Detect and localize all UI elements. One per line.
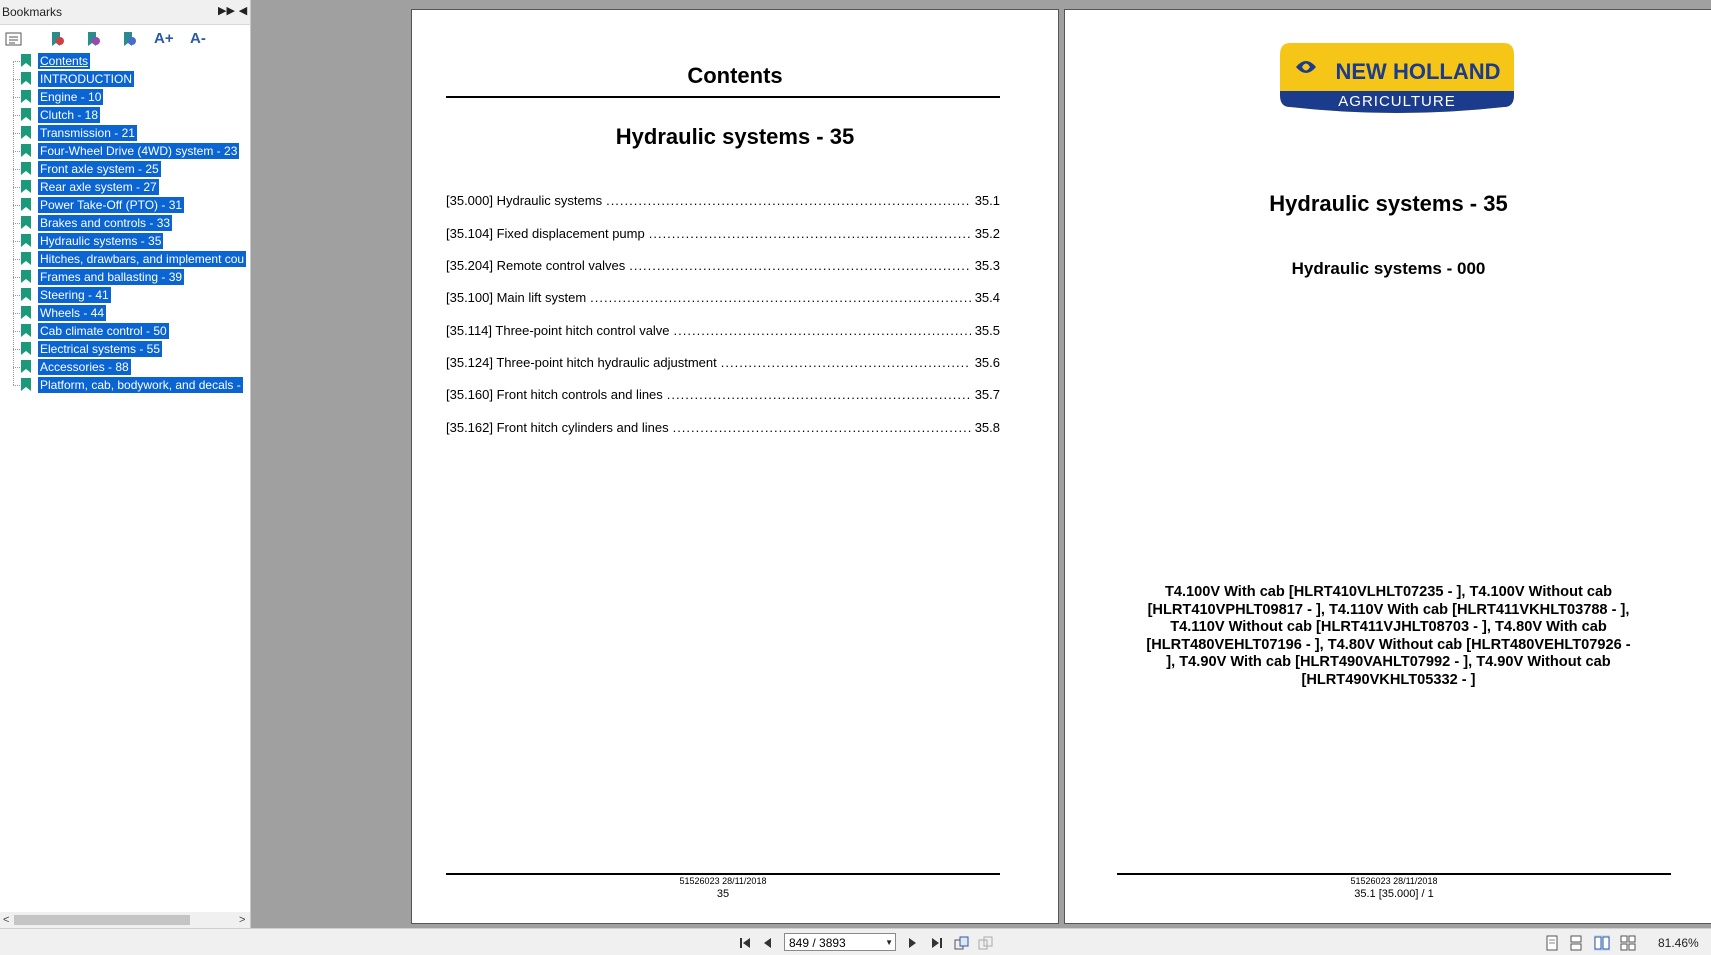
- bookmark-label: Clutch - 18: [40, 108, 99, 122]
- toc-leader-dots: [673, 420, 971, 435]
- bookmark-icon: [21, 324, 31, 337]
- toc-entry-page: 35.3: [974, 258, 1000, 273]
- continuous-page-icon[interactable]: [1568, 935, 1584, 951]
- logo-brand-text: NEW HOLLAND: [1335, 59, 1501, 84]
- applicable-models-text: T4.100V With cab [HLRT410VLHLT07235 - ], T4.100V Without cab [HLRT410VPHLT09817 - ], T4.110V With cab [HLRT411VKHLT03788 - ], T4.110V Without cab [HLRT411VJHLT08703 - ], T4.80V With cab [HLRT480VEHLT07196 - ], T4.80V Without cab [HLRT480VEHLT07926 - ], T4.90V With cab [HLRT490VAHLT07992 - ], T4.90V Without cab [HLRT490VKHLT05332 - ]: [1146, 584, 1631, 688]
- toc-entry-title: [35.124] Three-point hitch hydraulic adjustment: [446, 355, 717, 370]
- bookmark-icon: [21, 180, 31, 193]
- bookmark-label: Platform, cab, bodywork, and decals -: [40, 378, 241, 392]
- toc-entry-page: 35.7: [974, 387, 1000, 402]
- toc-entry-title: [35.000] Hydraulic systems: [446, 193, 603, 208]
- bookmarks-panel-header: [0, 0, 250, 25]
- toc-entry[interactable]: [446, 355, 1000, 371]
- chevron-down-icon[interactable]: ▼: [885, 938, 893, 947]
- toc-leader-dots: [674, 323, 971, 338]
- increase-text-size-icon[interactable]: A+: [154, 30, 174, 47]
- bookmark-item[interactable]: [0, 232, 250, 250]
- bookmark-options-icon[interactable]: [5, 30, 23, 48]
- footer-page-number: 35: [716, 888, 730, 900]
- scrollbar-thumb[interactable]: [14, 915, 190, 925]
- footer-page-number: 35.1 [35.000] / 1: [1354, 888, 1434, 900]
- previous-page-icon[interactable]: [760, 935, 776, 951]
- toc-leader-dots: [629, 258, 970, 273]
- bookmark-icon: [21, 144, 31, 157]
- bookmark-label: Transmission - 21: [40, 126, 135, 140]
- bookmark-item[interactable]: [0, 286, 250, 304]
- bookmark-item[interactable]: [0, 376, 250, 394]
- toc-entry-page: 35.5: [974, 323, 1000, 338]
- toc-entry-title: [35.104] Fixed displacement pump: [446, 226, 645, 241]
- bookmark-label: Cab climate control - 50: [40, 324, 167, 338]
- previous-view-icon[interactable]: [954, 935, 970, 951]
- page-number-value: 849 / 3893: [789, 936, 846, 950]
- bookmark-icon: [21, 126, 31, 139]
- bookmark-item[interactable]: [0, 322, 250, 340]
- bookmark-label: Four-Wheel Drive (4WD) system - 23: [40, 144, 238, 158]
- bookmark-icon: [21, 252, 31, 265]
- bookmark-icon: [21, 108, 31, 121]
- bookmark-icon: [21, 306, 31, 319]
- bookmark-label: Rear axle system - 27: [40, 180, 157, 194]
- toc-entry-page: 35.2: [974, 226, 1000, 241]
- bookmark-item[interactable]: [0, 106, 250, 124]
- bookmark-label: Frames and ballasting - 39: [40, 270, 183, 284]
- toc-entry-title: [35.204] Remote control valves: [446, 258, 626, 273]
- bookmark-label: Hydraulic systems - 35: [40, 234, 162, 248]
- double-chevron-right-icon[interactable]: ▶▶: [218, 5, 235, 17]
- section-title: Hydraulic systems - 35: [615, 124, 855, 149]
- expand-bookmark-icon[interactable]: [48, 30, 66, 48]
- facing-pages-icon[interactable]: [1594, 935, 1610, 951]
- bookmark-item[interactable]: [0, 142, 250, 160]
- toc-entry[interactable]: [446, 193, 1000, 209]
- bookmark-item[interactable]: [0, 52, 250, 70]
- bookmark-item[interactable]: [0, 250, 250, 268]
- contents-heading: Contents: [687, 63, 783, 88]
- bookmark-label: Steering - 41: [40, 288, 109, 302]
- toc-entry[interactable]: [446, 420, 1000, 436]
- toc-entry[interactable]: [446, 226, 1000, 242]
- toc-leader-dots: [590, 290, 971, 305]
- horizontal-scrollbar[interactable]: [0, 912, 250, 928]
- footer-rule: [1117, 873, 1671, 875]
- bookmark-label: INTRODUCTION: [40, 72, 132, 86]
- panel-splitter[interactable]: [251, 0, 257, 928]
- bookmark-icon: [21, 72, 31, 85]
- scroll-right-icon[interactable]: >: [239, 914, 246, 926]
- new-holland-logo: [1278, 41, 1516, 116]
- pdf-page-left: [411, 9, 1059, 924]
- toc-entry-title: [35.162] Front hitch cylinders and lines: [446, 420, 669, 435]
- toc-entry[interactable]: [446, 290, 1000, 306]
- toc-entry-page: 35.4: [974, 290, 1000, 305]
- bookmark-label: Front axle system - 25: [40, 162, 159, 176]
- bookmark-icon: [21, 198, 31, 211]
- bookmark-icon: [21, 288, 31, 301]
- first-page-icon[interactable]: [738, 935, 754, 951]
- toc-entry-title: [35.160] Front hitch controls and lines: [446, 387, 663, 402]
- toc-entry[interactable]: [446, 387, 1000, 403]
- bookmarks-toolbar: [0, 26, 250, 52]
- bookmark-label: Wheels - 44: [40, 306, 105, 320]
- subsection-title: Hydraulic systems - 000: [1291, 259, 1486, 278]
- bookmark-icon: [21, 90, 31, 103]
- footer-code: 51526023 28/11/2018: [679, 876, 767, 886]
- bookmark-item[interactable]: [0, 196, 250, 214]
- footer-code: 51526023 28/11/2018: [1350, 876, 1438, 886]
- bookmark-icon: [21, 216, 31, 229]
- toc-leader-dots: [606, 193, 971, 208]
- triangle-left-icon[interactable]: ◀: [238, 5, 248, 17]
- bookmark-item[interactable]: [0, 88, 250, 106]
- bookmark-label: Hitches, drawbars, and implement cou: [40, 252, 245, 266]
- bookmark-item[interactable]: [0, 214, 250, 232]
- bookmark-icon: [21, 342, 31, 355]
- continuous-facing-icon[interactable]: [1620, 935, 1636, 951]
- bookmark-item[interactable]: [0, 358, 250, 376]
- status-bar: [0, 928, 1711, 955]
- toc-entry-page: 35.8: [974, 420, 1000, 435]
- bookmark-item[interactable]: [0, 178, 250, 196]
- heading-rule: [446, 96, 1000, 98]
- bookmarks-panel-title: Bookmarks: [2, 5, 63, 19]
- single-page-icon[interactable]: [1544, 935, 1560, 951]
- bookmark-item[interactable]: [0, 124, 250, 142]
- bookmark-label: Electrical systems - 55: [40, 342, 161, 356]
- decrease-text-size-icon[interactable]: A-: [190, 30, 206, 47]
- scroll-left-icon[interactable]: <: [3, 914, 10, 926]
- toc-entry[interactable]: [446, 323, 1000, 339]
- bookmarks-panel: [0, 0, 251, 928]
- toc-leader-dots: [667, 387, 971, 402]
- section-title: Hydraulic systems - 35: [1269, 191, 1508, 216]
- bookmark-tree: [0, 52, 250, 912]
- next-view-icon[interactable]: [978, 935, 994, 951]
- bookmark-label: Brakes and controls - 33: [40, 216, 171, 230]
- bookmark-icon: [21, 378, 31, 391]
- bookmark-item[interactable]: [0, 340, 250, 358]
- bookmark-label: Accessories - 88: [40, 360, 129, 374]
- new-bookmark-icon[interactable]: [84, 30, 102, 48]
- toc-entry[interactable]: [446, 258, 1000, 274]
- bookmark-item[interactable]: [0, 304, 250, 322]
- page-number-input[interactable]: [784, 933, 896, 951]
- toc-entry-title: [35.100] Main lift system: [446, 290, 587, 305]
- zoom-level[interactable]: 81.46%: [1658, 936, 1699, 950]
- bookmark-icon: [21, 234, 31, 247]
- footer-rule: [446, 873, 1000, 875]
- toc-entry-title: [35.114] Three-point hitch control valve: [446, 323, 670, 338]
- bookmark-icon: [21, 54, 31, 67]
- toc-entry-page: 35.6: [974, 355, 1000, 370]
- toc-entry-page: 35.1: [974, 193, 1000, 208]
- bookmark-label: Contents: [40, 54, 89, 68]
- bookmark-item[interactable]: [0, 268, 250, 286]
- logo-sub-text: AGRICULTURE: [1338, 93, 1456, 110]
- pdf-page-right: [1064, 9, 1711, 924]
- bookmark-icon: [21, 270, 31, 283]
- bookmark-item[interactable]: [0, 70, 250, 88]
- toc-leader-dots: [721, 355, 971, 370]
- bookmark-item[interactable]: [0, 160, 250, 178]
- bookmark-icon: [21, 162, 31, 175]
- toc-leader-dots: [649, 226, 971, 241]
- bookmark-label: Power Take-Off (PTO) - 31: [40, 198, 183, 212]
- bookmark-label: Engine - 10: [40, 90, 102, 104]
- delete-bookmark-icon[interactable]: [120, 30, 138, 48]
- next-page-icon[interactable]: [904, 935, 920, 951]
- last-page-icon[interactable]: [928, 935, 944, 951]
- bookmark-icon: [21, 360, 31, 373]
